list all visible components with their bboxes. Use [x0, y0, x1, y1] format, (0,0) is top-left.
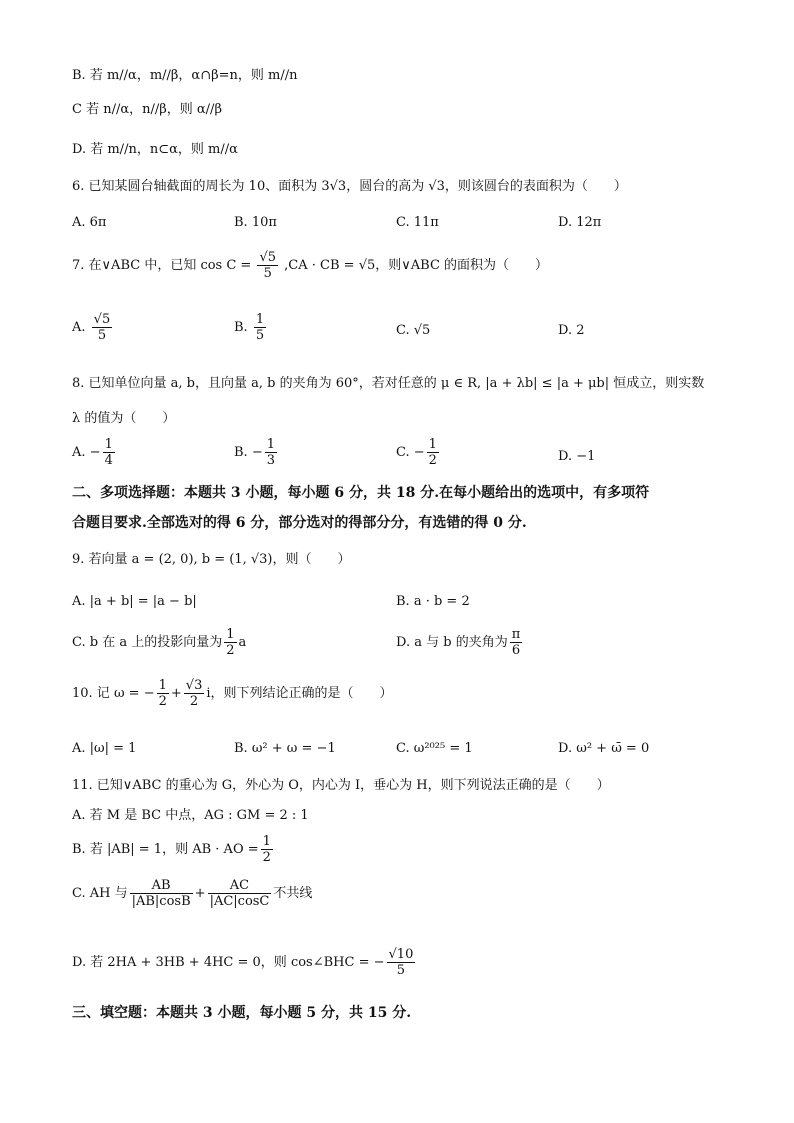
q11-option-d: D. 若 2HA + 3HB + 4HC = 0，则 cos∠BHC = − $\frac{√10}{5}$: [72, 947, 414, 978]
q7-fraction: $\frac{√5}{5}$: [259, 250, 277, 281]
q7-option-c: C. √5: [396, 323, 431, 338]
q8-option-d: D. −1: [558, 449, 596, 464]
q9-stem: 9. 若向量 a = (2, 0), b = (1, √3)，则（ ）: [72, 552, 351, 567]
q6-sqrt: √3: [329, 179, 347, 194]
q5-option-c: C 若 n//α，n//β，则 α//β: [72, 102, 222, 117]
q5-option-d: D. 若 m//n，n⊂α，则 m//α: [72, 142, 238, 157]
q9-option-c: C. b 在 a 上的投影向量为 $\frac{1}{2}$ a: [72, 627, 247, 658]
section2-heading-line2: 合题目要求.全部选对的得 6 分，部分选对的得部分分，有选错的得 0 分.: [72, 515, 527, 531]
q11-stem: 11. 已知∨ABC 的重心为 G，外心为 O，内心为 I，垂心为 H，则下列说法正确的是（ ）: [72, 778, 610, 793]
q7-stem-part1: 7. 在∨ABC 中，已知 cos C =: [72, 258, 252, 273]
q5-option-b: B. 若 m//α，m//β，α∩β=n，则 m//n: [72, 68, 298, 83]
q6-option-c: C. 11π: [396, 215, 439, 230]
q8-option-b: B. − $\frac{1}{3}$: [234, 437, 276, 468]
q10-option-c: C. ω²⁰²⁵ = 1: [396, 741, 473, 756]
q10-option-d: D. ω² + ω̄ = 0: [558, 741, 650, 756]
q6-stem-part1: 6. 已知某圆台轴截面的周长为 10、面积为 3: [72, 179, 330, 194]
q8-option-a: A. − $\frac{1}{4}$: [72, 437, 113, 468]
q10-stem: 10. 记 ω = − $\frac{1}{2}$ + $\frac{√3}{2}$ i，则下列结论正确的是（ ）: [72, 678, 393, 709]
q11-option-a: A. 若 M 是 BC 中点，AG : GM = 2 : 1: [72, 808, 309, 823]
q7-stem: [72, 250, 548, 281]
q9-option-b: B. a · b = 2: [396, 594, 470, 609]
q6-sqrt: √3: [428, 179, 445, 194]
q8-option-c: C. − $\frac{1}{2}$: [396, 437, 437, 468]
q11-option-c: C. AH 与 $\frac{AB}{|AB|\cos B}$ + $\frac{AC}{|AC|\cos C}$ 不共线: [72, 878, 313, 909]
q6-stem: [72, 178, 627, 196]
q9-option-d: D. a 与 b 的夹角为 $\frac{\pi}{6}$: [396, 627, 521, 658]
q7-stem-part2: ,CA · CB = √5，则∨ABC 的面积为（ ）: [284, 258, 549, 273]
q6-option-a: A. 6π: [72, 215, 107, 230]
q7-option-d: D. 2: [558, 323, 585, 338]
q6-stem-part2: ，圆台的高为: [346, 179, 425, 194]
q8-stem-line2: λ 的值为（ ）: [72, 411, 176, 426]
q6-stem-part3: ，则该圆台的表面积为（ ）: [444, 179, 627, 194]
section3-heading: 三、填空题：本题共 3 小题，每小题 5 分，共 15 分.: [72, 1005, 412, 1021]
q6-option-b: B. 10π: [234, 215, 277, 230]
q9-option-a: A. |a + b| = |a − b|: [72, 594, 197, 609]
q7-option-b: B. $\frac{1}{5}$: [234, 312, 265, 343]
q8-stem-line1: 8. 已知单位向量 a, b，且向量 a, b 的夹角为 60°，若对任意的 μ ∈ R, |a + λb| ≤ |a + μb| 恒成立，则实数: [72, 376, 705, 391]
q6-option-d: D. 12π: [558, 215, 602, 230]
q10-option-a: A. |ω| = 1: [72, 741, 137, 756]
q11-option-b: B. 若 |AB| = 1，则 AB · AO = $\frac{1}{2}$: [72, 834, 271, 865]
q7-option-a: A. $\frac{√5}{5}$: [72, 312, 111, 343]
q10-option-b: B. ω² + ω = −1: [234, 741, 336, 756]
section2-heading-line1: 二、多项选择题：本题共 3 小题，每小题 6 分，共 18 分.在每小题给出的选项中，有多项符: [72, 485, 650, 501]
